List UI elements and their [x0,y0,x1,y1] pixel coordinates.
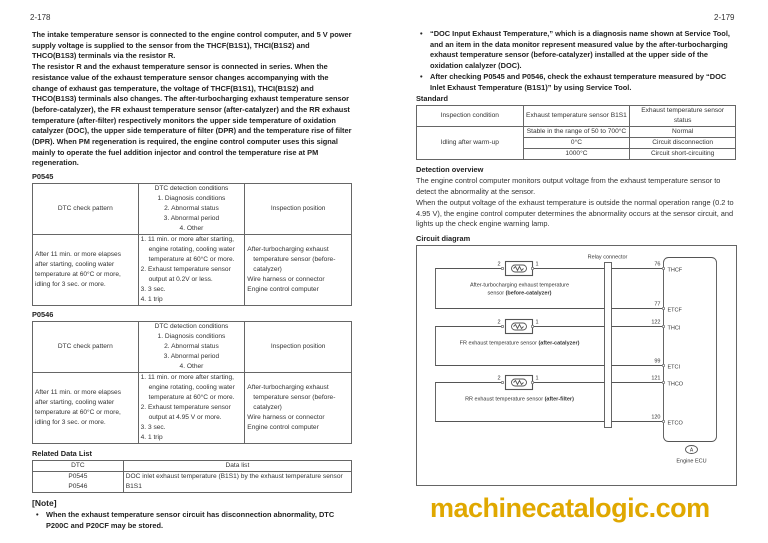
dtc-table-p0545 [32,183,352,306]
inspection-item: After-turbocharging exhaust temperature sensor (before-catalyzer) [247,384,336,412]
terminal-name: ETCI [667,364,681,371]
sensor-2-label: FR exhaust temperature sensor (after-catalyzer) [459,340,580,347]
inspection-item: Engine control computer [247,286,319,294]
header-line: DTC detection conditions [154,323,229,331]
terminal-name: ETCO [667,420,683,427]
sensor-1-label: After-turbocharging exhaust temperature [469,282,570,289]
header-line: 3. Abnormal period [163,353,220,361]
dtc-code-heading: P0546 [32,310,54,320]
header-line: 4. Other [179,225,204,233]
terminal-pin: 76 [654,261,661,268]
header-line: 1. Diagnosis conditions [157,333,226,341]
condition-item: 1. 11 min. or more after starting, engine rotating, cooling water temperature at 60°C or more. [140,374,235,402]
sensor-status: Circuit disconnection [630,138,736,149]
terminal-name: THCF [667,267,683,274]
pin-label: 2 [497,375,501,382]
inspection-positions [245,373,352,444]
detection-conditions [138,373,245,444]
related-data-table [32,460,352,493]
sensor-value: 0°C [523,138,630,149]
header-line: 2. Abnormal status [164,205,219,213]
header-condition: Inspection condition [417,106,524,127]
sensor-status: Normal [630,127,736,138]
inspection-item: After-turbocharging exhaust temperature sensor (before-catalyzer) [247,246,336,274]
detection-paragraph: The engine control computer monitors output voltage from the exhaust temperature sensor to detect the abnormality at the sensor. [416,176,721,197]
pin-label: 2 [497,319,501,326]
header-pattern: DTC check pattern [33,322,139,373]
sensor-3-icon [506,376,533,390]
relay-connector-label: Relay connector [587,254,628,261]
engine-ecu-label: Engine ECU [676,458,707,465]
sensor-value: 1000°C [523,149,630,160]
bullet-item: • After checking P0545 and P0546, check the exhaust temperature measured by “DOC Inlet Exhaust Temperature (B1S1)” by using Service Tool. [416,72,741,93]
sensor-3-label: RR exhaust temperature sensor (after-filter) [465,396,574,403]
inspection-positions [245,235,352,306]
terminal-name: THCI [667,325,681,332]
intro-text [32,30,354,169]
standard-table [416,105,736,160]
sensor-status: Circuit short-circuiting [630,149,736,160]
intro-paragraph: The intake temperature sensor is connected to the engine control computer, and 5 V power supply voltage is supplied to the sensor from the THCF(B1S1), THCI(B1S2) and THCO(B1S3) terminals via the resistor R. [32,30,352,61]
header-conditions [138,322,245,373]
pin-label: 1 [535,319,539,326]
condition-item: 2. Exhaust temperature sensor output at 0.2V or less. [140,266,231,284]
inspection-item: Engine control computer [247,424,319,432]
condition-item: 4. 1 trip [140,296,163,304]
sensor-1-icon [506,262,533,276]
terminal-pin: 120 [651,414,661,421]
header-sensor: Exhaust temperature sensor B1S1 [523,106,630,127]
condition-item: 3. 3 sec. [140,286,166,294]
inspection-condition: Idling after warm-up [417,127,524,160]
sensor-2-icon [506,320,533,334]
standard-heading: Standard [416,94,449,104]
page-number-left: 2-178 [30,13,51,22]
right-page [416,29,741,523]
pin-label: 1 [535,375,539,382]
terminal-pin: 121 [651,375,661,382]
header-pattern: DTC check pattern [33,184,139,235]
dtc-table-p0546 [32,321,352,444]
check-pattern: After 11 min. or more elapses after starting, cooling water temperature at 60°C or more, idling for 3 sec. or more. [33,373,139,444]
bullet-item: • “DOC Input Exhaust Temperature,” which is a diagnosis name shown at Service Tool, and an item in the data monitor represent measured value by the after-turbocharging exhaust temperature sensor (before-catalyzer) installed at the upper side of the oxidation calalyzer (DOC). [416,29,741,72]
condition-item: 3. 3 sec. [140,424,166,432]
connector-a-label: A [689,447,694,454]
terminal-pin: 122 [651,319,661,326]
relay-connector [605,263,612,428]
inspection-item: Wire harness or connector [247,414,325,422]
header-line: 1. Diagnosis conditions [157,195,226,203]
header-line: 2. Abnormal status [164,343,219,351]
pin-label: 1 [535,261,539,268]
terminal-pin: 77 [654,301,661,308]
data-list-value: DOC inlet exhaust temperature (B1S1) by the exhaust temperature sensor B1S1 [123,472,351,493]
condition-item: 4. 1 trip [140,434,163,442]
header-data-list: Data list [123,461,351,472]
header-inspection: Inspection position [245,184,352,235]
circuit-heading: Circuit diagram [416,234,471,244]
inspection-item: Wire harness or connector [247,276,325,284]
header-line: DTC detection conditions [154,185,229,193]
detection-heading: Detection overview [416,165,484,175]
dtc-code-heading: P0545 [32,172,54,182]
intro-bullets [416,29,741,93]
detection-conditions [138,235,245,306]
header-inspection: Inspection position [245,322,352,373]
note-item: • When the exhaust temperature sensor circuit has disconnection abnormality, DTC P200C and P20CF may be stored. [32,510,354,531]
condition-item: 1. 11 min. or more after starting, engine rotating, cooling water temperature at 60°C or more. [140,236,235,264]
sensor-value: Stable in the range of 50 to 700°C [523,127,630,138]
page-number-right: 2-179 [714,13,735,22]
dtc-code: P0545 [68,473,88,481]
left-page [32,30,354,532]
detection-paragraph: When the output voltage of the exhaust temperature is outside the normal operation range (0.2 to 4.95 V), the engine control computer determines the abnormality occurs at the sensor circuit, and lights up the check engine warning lamp. [416,197,734,229]
intro-paragraph: The resistor R and the exhaust temperature sensor is connected in series. When the resistance value of the exhaust temperature sensor changes accompanying with the change of exhaust gas temperature, the voltage of THCF(B1S1), THCI(B1S2) and THCO(B1S3) terminals also changes. The after-turbocharging exhaust temperature sensor (before-catalyzer), the FR exhaust temperature sensor (after-catalyzer) and the RR exhaust temperature (after-filter) respectively monitors the upper side temperature of oxidation catalyzer (DOC), the upper side temperature of filter (DPR) and the temperature rise of filter (DPR). When PM regeneration is required, the engine control computer uses this signal mainly to operate the fuel addition injector and control the temperature rise at PM regeneration. [32,62,352,168]
terminal-pin: 99 [654,358,661,365]
dtc-codes [33,472,124,493]
dtc-code: P0546 [68,483,88,491]
sensor-1-label-line2: sensor (before-catalyzer) [487,290,552,297]
header-conditions [138,184,245,235]
header-dtc: DTC [33,461,124,472]
related-data-heading: Related Data List [32,449,92,459]
header-status: Exhaust temperature sensor status [630,106,736,127]
engine-ecu-box [664,258,717,442]
circuit-diagram [416,245,737,487]
header-line: 3. Abnormal period [163,215,220,223]
note-list [32,510,354,531]
terminal-name: THCO [667,381,684,388]
terminal-name: ETCF [667,307,682,314]
header-line: 4. Other [179,363,204,371]
pin-label: 2 [497,261,501,268]
check-pattern: After 11 min. or more elapses after starting, cooling water temperature at 60°C or more, idling for 3 sec. or more. [33,235,139,306]
detection-text [416,176,741,230]
note-heading: [Note] [32,498,57,509]
watermark: machinecatalogic.com [430,493,710,524]
condition-item: 2. Exhaust temperature sensor output at 4.95 V or more. [140,404,231,422]
